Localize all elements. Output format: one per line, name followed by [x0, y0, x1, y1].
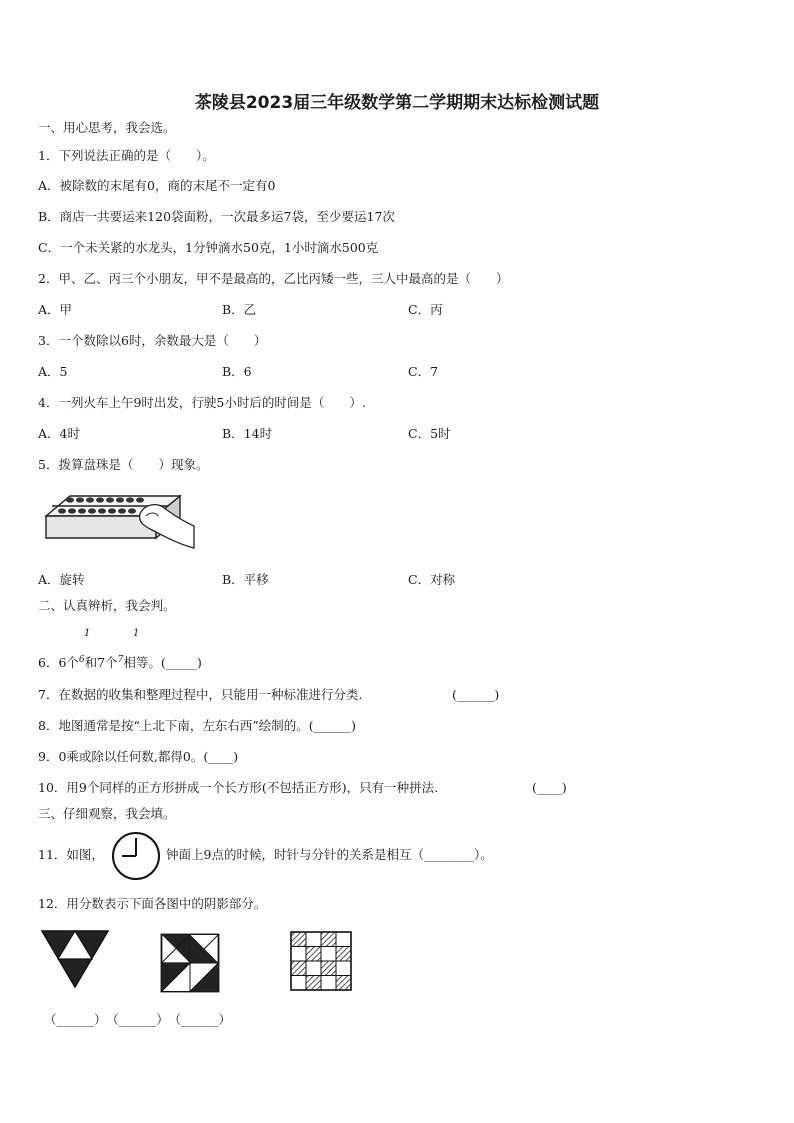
question-9-text: 9．0乘或除以任何数,都得0。(____): [38, 749, 239, 764]
question-3-option-b: B．6: [222, 364, 252, 379]
figure-square-triangles: [160, 933, 220, 993]
question-4-option-a: A．4时: [38, 426, 80, 441]
question-1-option-c: C．一个未关紧的水龙头，1分钟滴水50克，1小时滴水500克: [38, 240, 379, 255]
question-2-option-b: B．乙: [222, 302, 257, 317]
question-1-stem: 1．下列说法正确的是（ ）。: [38, 148, 215, 163]
question-12-blank-1: （______）: [44, 1012, 107, 1027]
question-1-option-a: A．被除数的末尾有0，商的末尾不一定有0: [38, 178, 276, 193]
fraction-2-numerator: 1: [133, 628, 140, 639]
section-heading-2: 二、认真辨析，我会判。: [38, 598, 176, 613]
question-4-option-c: C．5时: [408, 426, 451, 441]
question-2-stem: 2．甲、乙、丙三个小朋友，甲不是最高的，乙比丙矮一些，三人中最高的是（ ）: [38, 271, 509, 286]
question-3-stem: 3．一个数除以6时，余数最大是（ ）: [38, 333, 267, 348]
question-7-text: 7．在数据的收集和整理过程中，只能用一种标准进行分类.: [38, 687, 363, 702]
question-3-option-a: A．5: [38, 364, 68, 379]
question-4-option-b: B．14时: [222, 426, 273, 441]
question-10-text: 10．用9个同样的正方形拼成一个长方形(不包括正方形)，只有一种拼法.: [38, 780, 439, 795]
figure-grid-hatched: [290, 931, 352, 991]
question-11-pre: 11．如图，: [38, 847, 104, 862]
question-4-stem: 4．一列火车上午9时出发，行驶5小时后的时间是（ ）.: [38, 395, 366, 410]
question-5-option-a: A．旋转: [38, 572, 85, 587]
question-1-option-b: B．商店一共要运来120袋面粉，一次最多运7袋，至少要运17次: [38, 209, 395, 224]
question-2-option-a: A．甲: [38, 302, 73, 317]
clock-icon: [110, 830, 162, 882]
question-2-option-c: C．丙: [408, 302, 443, 317]
question-6-post: 相等。(_____): [123, 655, 202, 671]
abacus-image: [40, 486, 196, 554]
section-heading-3: 三、仔细观察，我会填。: [38, 806, 176, 821]
question-3-option-c: C．7: [408, 364, 439, 379]
question-11-post: 钟面上9点的时候，时针与分针的关系是相互（________）。: [166, 847, 493, 862]
fraction-1-denominator: 6: [78, 655, 85, 665]
question-7-blank: (______): [452, 687, 500, 702]
section-heading-1: 一、用心思考，我会选。: [38, 120, 176, 135]
question-12-blank-3: （______）: [174, 1012, 232, 1027]
question-12-blank-2: （______）: [112, 1012, 169, 1027]
question-5-option-b: B．平移: [222, 572, 269, 587]
question-8-text: 8．地图通常是按“上北下南，左东右西”绘制的。(______): [38, 718, 356, 733]
question-10-blank: (____): [532, 780, 567, 795]
question-5-stem: 5．拨算盘珠是（ ）现象。: [38, 457, 209, 472]
figure-triangle: [40, 928, 110, 990]
fraction-1-numerator: 1: [84, 628, 91, 639]
question-6-mid: 和7个: [84, 655, 118, 671]
question-6-pre: 6．6个: [38, 655, 79, 671]
fraction-2-denominator: 7: [117, 655, 124, 665]
page-title: 茶陵县2023届三年级数学第二学期期末达标检测试题: [194, 93, 600, 113]
question-12-stem: 12．用分数表示下面各图中的阴影部分。: [38, 896, 267, 911]
question-6: [38, 652, 202, 671]
question-12-answers: [44, 1010, 237, 1028]
question-5-option-c: C．对称: [408, 572, 456, 587]
